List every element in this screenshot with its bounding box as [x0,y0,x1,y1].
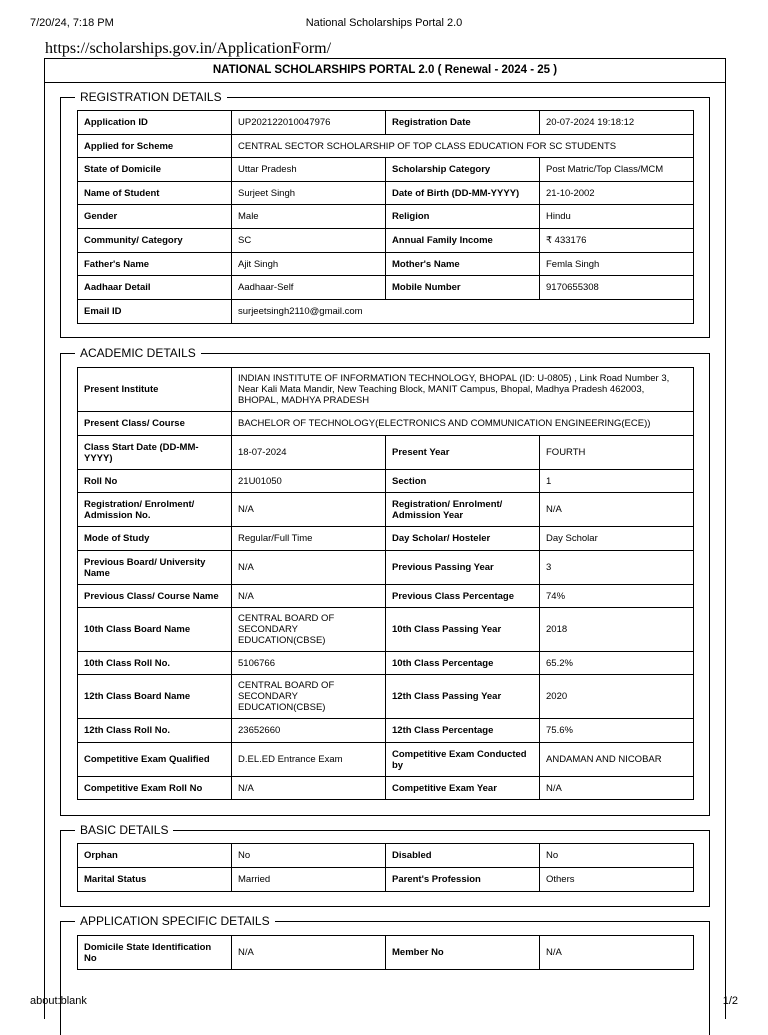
print-page-number: 1/2 [722,995,738,1007]
registration-date-value: 20-07-2024 19:18:12 [540,111,694,135]
exam-conducted-by-value: ANDAMAN AND NICOBAR [540,743,694,777]
mother-name-label: Mother's Name [386,253,540,276]
gender-label: Gender [78,205,232,229]
prev-board-label: Previous Board/ University Name [78,551,232,585]
day-scholar-label: Day Scholar/ Hosteler [386,527,540,551]
mode-of-study-value: Regular/Full Time [232,527,386,551]
roll10-label: 10th Class Roll No. [78,652,232,675]
table-row [78,551,694,585]
scholarship-category-label: Scholarship Category [386,158,540,182]
exam-label: Competitive Exam Qualified [78,743,232,777]
exam-value: D.EL.ED Entrance Exam [232,743,386,777]
income-label: Annual Family Income [386,229,540,253]
orphan-label: Orphan [78,844,232,868]
orphan-value: No [232,844,386,868]
gender-value: Male [232,205,386,229]
admission-no-value: N/A [232,493,386,527]
exam-year-value: N/A [540,777,694,800]
table-row [78,719,694,743]
present-year-value: FOURTH [540,436,694,470]
exam-roll-value: N/A [232,777,386,800]
present-year-label: Present Year [386,436,540,470]
table-row [78,527,694,551]
basic-table [77,843,694,892]
board10-value: CENTRAL BOARD OF SECONDARY EDUCATION(CBSE) [232,608,386,652]
roll10-value: 5106766 [232,652,386,675]
disabled-value: No [540,844,694,868]
marital-status-value: Married [232,868,386,892]
print-page-title: National Scholarships Portal 2.0 [305,17,463,29]
table-row [78,936,694,970]
prev-course-label: Previous Class/ Course Name [78,585,232,608]
application-id-value: UP202122010047976 [232,111,386,135]
course-label: Present Class/ Course [78,412,232,436]
mother-name-value: Femla Singh [540,253,694,276]
scheme-label: Applied for Scheme [78,135,232,158]
class-start-label: Class Start Date (DD-MM-YYYY) [78,436,232,470]
table-row [78,777,694,800]
admission-year-label: Registration/ Enrolment/ Admission Year [386,493,540,527]
religion-value: Hindu [540,205,694,229]
table-row [78,229,694,253]
prev-pct-label: Previous Class Percentage [386,585,540,608]
parent-profession-value: Others [540,868,694,892]
table-row [78,844,694,868]
section-label: Section [386,470,540,493]
application-specific-table [77,935,694,970]
domicile-id-label: Domicile State Identification No [78,936,232,970]
table-row [78,412,694,436]
registration-table [77,110,694,324]
academic-table [77,367,694,800]
aadhaar-label: Aadhaar Detail [78,276,232,300]
application-id-label: Application ID [78,111,232,135]
email-value: surjeetsingh2110@gmail.com [232,300,694,324]
table-row [78,276,694,300]
application-specific-legend: APPLICATION SPECIFIC DETAILS [80,914,270,928]
table-row [78,300,694,324]
religion-label: Religion [386,205,540,229]
admission-no-label: Registration/ Enrolment/ Admission No. [78,493,232,527]
table-row [78,470,694,493]
page-url: https://scholarships.gov.in/ApplicationForm/ [45,40,332,57]
pass12-label: 12th Class Passing Year [386,675,540,719]
admission-year-value: N/A [540,493,694,527]
board12-value: CENTRAL BOARD OF SECONDARY EDUCATION(CBSE) [232,675,386,719]
pass10-value: 2018 [540,608,694,652]
class-start-value: 18-07-2024 [232,436,386,470]
prev-course-value: N/A [232,585,386,608]
mode-of-study-label: Mode of Study [78,527,232,551]
pass12-value: 2020 [540,675,694,719]
registration-legend: REGISTRATION DETAILS [80,90,222,104]
table-row [78,135,694,158]
table-row [78,868,694,892]
community-value: SC [232,229,386,253]
community-label: Community/ Category [78,229,232,253]
prev-pct-value: 74% [540,585,694,608]
exam-year-label: Competitive Exam Year [386,777,540,800]
prev-passing-label: Previous Passing Year [386,551,540,585]
table-row [78,743,694,777]
institute-label: Present Institute [78,368,232,412]
table-row [78,436,694,470]
roll-no-label: Roll No [78,470,232,493]
dob-label: Date of Birth (DD-MM-YYYY) [386,182,540,205]
course-value: BACHELOR OF TECHNOLOGY(ELECTRONICS AND COMMUNICATION ENGINEERING(ECE)) [232,412,694,436]
pct10-value: 65.2% [540,652,694,675]
father-name-label: Father's Name [78,253,232,276]
board12-label: 12th Class Board Name [78,675,232,719]
income-value: ₹ 433176 [540,229,694,253]
table-row [78,608,694,652]
basic-legend: BASIC DETAILS [80,823,169,837]
print-footer-url: about:blank [30,995,87,1007]
table-row [78,205,694,229]
roll-no-value: 21U01050 [232,470,386,493]
pct10-label: 10th Class Percentage [386,652,540,675]
mobile-value: 9170655308 [540,276,694,300]
prev-passing-value: 3 [540,551,694,585]
table-row [78,493,694,527]
domicile-value: Uttar Pradesh [232,158,386,182]
table-row [78,652,694,675]
marital-status-label: Marital Status [78,868,232,892]
domicile-label: State of Domicile [78,158,232,182]
parent-profession-label: Parent's Profession [386,868,540,892]
table-row [78,182,694,205]
exam-roll-label: Competitive Exam Roll No [78,777,232,800]
roll12-value: 23652660 [232,719,386,743]
table-row [78,368,694,412]
domicile-id-value: N/A [232,936,386,970]
application-specific-section [60,914,710,1035]
print-datetime: 7/20/24, 7:18 PM [30,17,114,29]
table-row [78,253,694,276]
member-no-value: N/A [540,936,694,970]
institute-value: INDIAN INSTITUTE OF INFORMATION TECHNOLOGY, BHOPAL (ID: U-0805) , Link Road Number 3, Near Kali Mata Mandir, New Teaching Block, MANIT Campus, Bhopal, Madhya Pradesh 462003, BHOPAL, MADHYA PRADESH [232,368,694,412]
board10-label: 10th Class Board Name [78,608,232,652]
section-value: 1 [540,470,694,493]
table-row [78,111,694,135]
form-title: NATIONAL SCHOLARSHIPS PORTAL 2.0 ( Renewal - 2024 - 25 ) [45,59,725,83]
pct12-value: 75.6% [540,719,694,743]
scholarship-category-value: Post Matric/Top Class/MCM [540,158,694,182]
roll12-label: 12th Class Roll No. [78,719,232,743]
dob-value: 21-10-2002 [540,182,694,205]
student-name-value: Surjeet Singh [232,182,386,205]
pass10-label: 10th Class Passing Year [386,608,540,652]
mobile-label: Mobile Number [386,276,540,300]
table-row [78,158,694,182]
father-name-value: Ajit Singh [232,253,386,276]
disabled-label: Disabled [386,844,540,868]
scheme-value: CENTRAL SECTOR SCHOLARSHIP OF TOP CLASS EDUCATION FOR SC STUDENTS [232,135,694,158]
aadhaar-value: Aadhaar-Self [232,276,386,300]
email-label: Email ID [78,300,232,324]
academic-legend: ACADEMIC DETAILS [80,346,196,360]
student-name-label: Name of Student [78,182,232,205]
prev-board-value: N/A [232,551,386,585]
day-scholar-value: Day Scholar [540,527,694,551]
pct12-label: 12th Class Percentage [386,719,540,743]
table-row [78,675,694,719]
registration-date-label: Registration Date [386,111,540,135]
table-row [78,585,694,608]
member-no-label: Member No [386,936,540,970]
exam-conducted-by-label: Competitive Exam Conducted by [386,743,540,777]
